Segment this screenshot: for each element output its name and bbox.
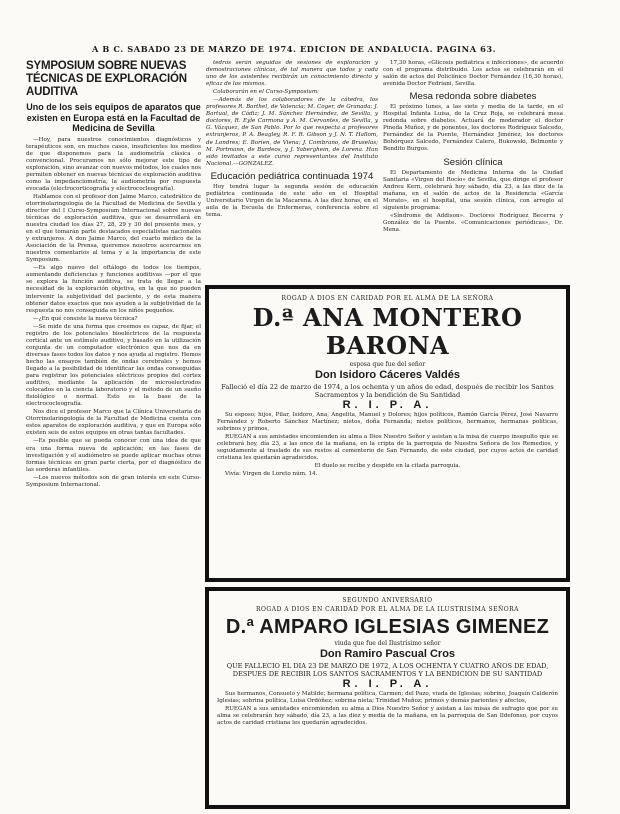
rip-mark: R. I. P. A. (342, 399, 433, 412)
family-list: Su esposo; hijos, Pilar, Isidoro, Ana, Angelita, Manuel y Dolores; hijos políticos, Ramón García Pérez, José Navarro Fernández y Roberto Sánchez Martínez; nietos, doña Fernanda; nietos políticos, hermanos, hermanas políticas, sobrinos y primos, (217, 412, 558, 433)
paragraph: El próximo lunes, a las siete y media de la tarde, en el Hospital Infanta Luisa, de la Cruz Roja, se celebrará mesa redonda sobre diabetes. Actuará de moderador el doctor Pineda Muñoz, y de ponentes, los doctores Rodríguez Salcedo, Fernández de la Puente, Hernández Jiménez, los doctores Bohórquez Salcedo, Fernández Calero, Bukowski, Belmonte y Bendito Burgos. (383, 104, 563, 153)
paragraph: Hoy tendrá lugar la segunda sesión de educación pediátrica continuada de este año en el Hospital Universitario Virgen de la Macarena. A las diez horas, en el aula de la Escuela de Enfermeras, conferencia sobre el tema. (206, 183, 378, 218)
article-symposium (26, 60, 201, 805)
death-statement: QUE FALLECIO EL DIA 23 DE MARZO DE 1972, A LOS OCHENTA Y CUATRO AÑOS DE EDAD, DESPUES DE RECIBIR LOS SANTOS SACRAMENTOS Y LA BENDICION DE SU SANTIDAD (226, 662, 549, 678)
paragraph: —Hoy, para nuestros conocimientos diagnósticos y terapéuticos son, en muchos casos, insuficientes los medios de que disponemos para la audiometría clásica o convencional. Procuramos no sólo mejorar este tipo de exploración, sino avanzar con nuevos métodos, los cuales nos permiten obtener en nuevas técnicas de exploración auditiva como la impedanciometría, la audiometría por respuesta evocada (electrocorticografía y electrococleografía). (26, 136, 201, 192)
spouse-name: Don Ramiro Pascual Cros (319, 648, 456, 660)
address-text: Vivía: Virgen de Loreto núm. 14. (225, 471, 318, 478)
obituary-prayer: ROGAD A DIOS EN CARIDAD POR EL ALMA DE LA ILUSTRISIMA SEÑORA (256, 606, 519, 613)
section-heading: Mesa redonda sobre diabetes (409, 91, 537, 103)
deceased-name: D.ª AMPARO IGLESIAS GIMENEZ (225, 616, 550, 638)
paragraph: Nos dice el profesor Marco que la Clínica Universitaria de Otorrinolaringología de la Facultad de Medicina cuenta con estos aparatos de exploración auditiva, y que en Europa sólo existen seis de estos equipos en otras tantas facultades. (26, 409, 201, 437)
paragraph: —Los nuevos métodos son de gran interés en este Curso-Symposium Internacional. (26, 474, 201, 488)
paragraph: 17,30 horas, «Glicosis pediátrica e infecciones», de acuerdo con el programa distribuido. Los actos se celebrarán en el salón de actos del Policlínico Doctor Fernández (16,30 horas), avenida Doctor Fedriani, Sevilla. (383, 60, 563, 88)
death-statement: Falleció el día 22 de marzo de 1974, a los ochenta y un años de edad, después de recibir los Santos Sacramentos y la bendición de Su Santidad (221, 383, 554, 399)
paragraph: «Síndrome de Addison». Doctores Rodríguez Becerra y González de la Puente. «Comunicaciones periódicas», Dr. Mena. (383, 212, 563, 233)
request-text: RUEGAN a sus amistades encomienden su alma a Dios Nuestro Señor y asistan a las misas de sufragio que por su alma se celebrarán hoy sábado, día 23, a las diez y media de la mañana, en la parroquia de San Ildefonso, por cuyos actos de caridad cristiana les quedarán agradecidos. (217, 706, 558, 727)
article-headline: SYMPOSIUM SOBRE NUEVAS TÉCNICAS DE EXPLORACIÓN AUDITIVA (26, 60, 187, 98)
request-text: RUEGAN a sus amistades encomienden su alma a Dios Nuestro Señor y asistan a la misa de cuerpo insepulto que se celebrará hoy, día 23, a las once de la mañana, en la cripta de la parroquia de Nuestra Señora de los Remedios, y seguidamente al traslado de sus restos al cementerio de San Fernando, de este ciudad, por cuyos actos de caridad cristiana les quedarán agradecidos. (217, 434, 558, 462)
spouse-label: esposa que fue del señor (349, 361, 426, 368)
paragraph: —¿En qué consiste la nueva técnica? (33, 315, 138, 322)
article-subhead: Uno de los seis equipos de aparatos que existen en Europa está en la Facultad de Medicina de Sevilla (26, 102, 201, 133)
funeral-text: El duelo se recibe y despide en la citada parroquia. (314, 463, 461, 470)
anniversary-notice (205, 587, 570, 809)
paragraph: El Departamento de Medicina Interna de la Ciudad Sanitaria «Virgen del Rocío» de Sevilla, que dirige el profesor Andreu Kern, celebrará hoy sábado, día 23, a las diez de la mañana, en el salón de actos de la Residencia «García Morato», en el hospital, una sesión clínica, con arreglo al siguiente programa: (383, 169, 563, 211)
paragraph: Colaborarán en el Curso-Symposium: (213, 89, 320, 96)
paragraph: Hablamos con el profesor don Jaime Marco, catedrático de otorrinolaringología de la Facultad de Medicina de Sevilla y director del I Curso-Symposium Internacional sobre nuevas técnicas de exploración auditiva, que se desarrollará en nuestra ciudad los días 27, 28, 29 y 30 del presente mes, y en el que tomarán parte destacados especialistas nacionales y extranjeros. A don Jaime Marco, del cuarto médico de la Asociación de la Prensa, queremos nosotros acercarnos en nuestros comentarios al tema y a la importancia de este Symposium. (26, 193, 201, 264)
paragraph: —Se mide de una forma que creemos es capaz, de fijar, el registro de los potenciales bioeléctricos de la respuesta cortical ante un estímulo auditivo, y basado en la utilización conjunta de un computador electrónico que nos da en diversas fases todos los datos y nos ayuda al registro. Hemos hecho las ensayos también de ondas cerebrales y hemos llegado a la posibilidad de identificar las ondas conseguidas para registrar los potenciales eléctricos propios del cortex auditivo, mediante la aplicación de microelectrodos colocados en la ciencia laboratorio y el método de un sueño fisiológico o normal. Esto es la base de la electrococleografía. (26, 323, 201, 408)
section-heading: Sesión clínica (443, 156, 503, 168)
spouse-label: viuda que fue del Ilustrísimo señor (334, 640, 441, 647)
obituary-notice (205, 285, 570, 582)
article-continuation (206, 60, 378, 282)
page-header: A B C. SABADO 23 DE MARZO DE 1974. EDICION DE ANDALUCIA. PAGINA 63. (92, 44, 497, 54)
paragraph: tedros serán seguidas de sesiones de exploración y demostraciones clínicas, de tal manera que todos y cada uno de los asistentes recibirán un conocimiento directo y eficaz de los mismos. (206, 60, 378, 88)
anniversary-label: SEGUNDO ANIVERSARIO (342, 597, 433, 604)
paragraph: —Es posible que se pueda conocer con una idea de que era una forma nueva de aplicación; en las fases de investigación y el audiómetro se puede aplicar muchas otras formas técnicas en gran parte cierta, por el diagnóstico de las sorderas infantiles. (26, 438, 201, 473)
article-medical-news (383, 60, 563, 282)
paragraph: —Además de los colaboradores de la cátedra, los profesores R. Barthel, de Valencia; M. Coger, de Granada; J. Bartual, de Cádiz; J. M. Sánchez Hernández, de Sevilla, y doctores, R. Eyle Carmona y A. M. Cervantes, de Sevilla, y G. Vázquez, de San Pablo. Por lo que respecta a profesores extranjeros, P. A. Beagley, R. F. R. Gibson y J. N. T. Hallom, de Londres; E. Borien, de Viena; J. Combrano, de Bruselas; M. Portmann, de Burdeos, y J. Yaberghein, de Lorena. Han sido invitados a este curso representantes del Instituto Nacional.—GONZALEZ. (206, 97, 378, 167)
paragraph: —Es algo nuevo del oftálogo de todos los tiempos, aumentando deficiencias y funciones auditivas —por el que se explora la función auditiva, se trata de llegar a la necesidad de la exploración objetiva, en la que no pueden intervenir la subjetividad del paciente, y de esta manera obtener datos exactos que nos ayuden a la subjetividad de la respuesta no nos conseguida en los niños pequeños. (26, 265, 201, 314)
obituary-prayer: ROGAD A DIOS EN CARIDAD POR EL ALMA DE LA SEÑORA (281, 295, 494, 302)
deceased-name: D.ª ANA MONTERO BARONA (252, 303, 523, 360)
spouse-name: Don Isidoro Cáceres Valdés (315, 369, 460, 381)
family-list: Sus hermanos, Consuelo y Matilde; hermana política, Carmen; del Pazo, viuda de Iglesias; sobrino, Joaquín Calderón Iglesias; sobrina política, Luisa Ordóñez; sobrina nieta; Trinidad Muñoz; primos y demás parientes y afectos, (217, 691, 558, 705)
section-heading: Educación pediátrica continuada 1974 (210, 170, 374, 182)
rip-mark: R. I. P. A. (342, 678, 433, 691)
